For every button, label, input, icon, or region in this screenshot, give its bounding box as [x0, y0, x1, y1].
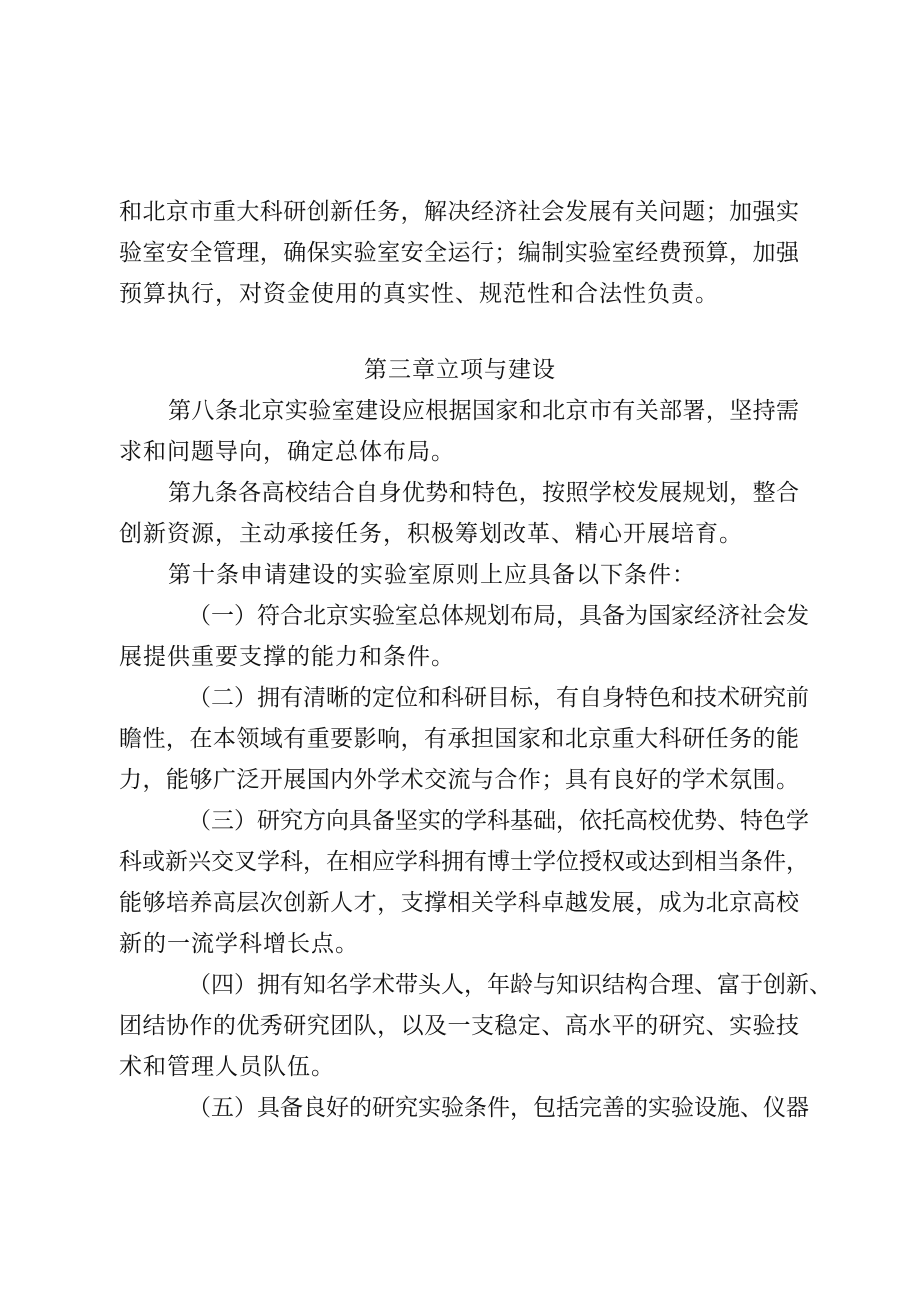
paragraph-line: 验室安全管理，确保实验室安全运行；编制实验室经费预算，加强 — [119, 240, 799, 266]
item-4: 术和管理人员队伍。 — [119, 1054, 335, 1080]
item-1: 展提供重要支撑的能力和条件。 — [119, 644, 455, 670]
item-2: 力，能够广泛开展国内外学术交流与合作；具有良好的学术氛围。 — [119, 767, 799, 793]
paragraph-line: 和北京市重大科研创新任务，解决经济社会发展有关问题；加强实 — [119, 199, 799, 225]
item-3: 新的一流学科增长点。 — [119, 931, 359, 957]
item-2: （二）拥有清晰的定位和科研目标，有自身特色和技术研究前 — [188, 685, 809, 711]
article-10: 第十条申请建设的实验室原则上应具备以下条件： — [168, 562, 696, 588]
item-3: 科或新兴交叉学科，在相应学科拥有博士学位授权或达到相当条件， — [119, 849, 809, 875]
item-1: （一）符合北京实验室总体规划布局，具备为国家经济社会发 — [188, 603, 809, 629]
chapter-title: 第三章立项与建设 — [364, 357, 556, 383]
item-4: （四）拥有知名学术带头人，年龄与知识结构合理、富于创新、 — [188, 972, 832, 998]
item-4: 团结协作的优秀研究团队，以及一支稳定、高水平的研究、实验技 — [119, 1013, 799, 1039]
article-8: 求和问题导向，确定总体布局。 — [119, 439, 455, 465]
item-5: （五）具备良好的研究实验条件，包括完善的实验设施、仪器 — [188, 1095, 809, 1121]
article-8: 第八条北京实验室建设应根据国家和北京市有关部署，坚持需 — [168, 398, 799, 424]
paragraph-line: 预算执行，对资金使用的真实性、规范性和合法性负责。 — [119, 281, 719, 307]
article-9: 创新资源，主动承接任务，积极筹划改革、精心开展培育。 — [119, 521, 743, 547]
item-3: （三）研究方向具备坚实的学科基础，依托高校优势、特色学 — [188, 808, 809, 834]
article-9: 第九条各高校结合自身优势和特色，按照学校发展规划，整合 — [168, 480, 799, 506]
item-3: 能够培养高层次创新人才，支撑相关学科卓越发展，成为北京高校 — [119, 890, 799, 916]
item-2: 瞻性，在本领域有重要影响，有承担国家和北京重大科研任务的能 — [119, 726, 799, 752]
